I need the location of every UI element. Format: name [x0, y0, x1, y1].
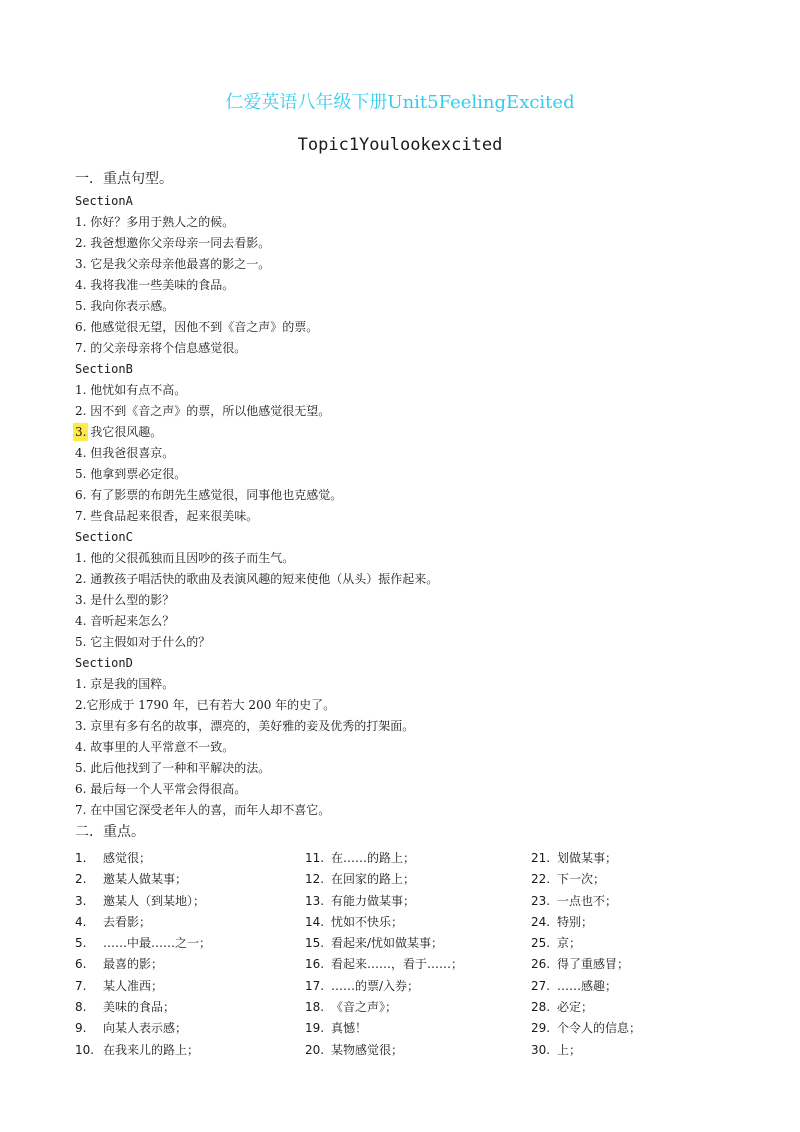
- points-row: [75, 933, 775, 954]
- sentence-item: [75, 758, 765, 779]
- point-number: 21.: [531, 851, 551, 865]
- point-item: [531, 869, 605, 890]
- sentence-item: [75, 590, 765, 611]
- sentence-text: 6. 有了影票的布朗先生感觉很，同事他也克感觉。: [75, 488, 343, 502]
- point-text: 特别；: [557, 914, 594, 929]
- point-number: 3.: [75, 893, 87, 908]
- sentence-item: [75, 380, 765, 401]
- point-text: ……的票/入券；: [331, 978, 420, 993]
- point-number: 18.: [305, 1000, 325, 1015]
- point-text: 美味的食品；: [103, 1000, 176, 1015]
- sentence-item: [75, 422, 765, 443]
- point-text: 某物感觉很；: [331, 1042, 404, 1057]
- point-number: 22.: [531, 872, 551, 887]
- sentence-text: 4. 音听起来怎么？: [75, 614, 175, 628]
- point-text: 在我来儿的路上；: [103, 1042, 200, 1057]
- sentence-item: [75, 212, 765, 233]
- point-item: [75, 954, 163, 975]
- point-text: 真憾！: [331, 1021, 368, 1036]
- sentence-item: [75, 632, 765, 653]
- sentence-section: [75, 168, 765, 844]
- sentence-text: 1. 京是我的国粹。: [75, 677, 175, 691]
- point-number: 12.: [305, 872, 325, 887]
- sentence-text: 7. 在中国它深受老年人的喜，而年人却不喜它。: [75, 803, 331, 817]
- sentence-item: [75, 716, 765, 737]
- sentence-text: 7. 些食品起来很香，起来很美味。: [75, 509, 259, 523]
- point-number: 28.: [531, 1000, 551, 1015]
- point-text: 必定；: [557, 1000, 594, 1015]
- point-item: [531, 891, 617, 912]
- sentence-item: [75, 338, 765, 359]
- sentence-item: [75, 674, 765, 695]
- point-text: 邀某人做某事；: [103, 872, 188, 887]
- sentence-text: 3. 我它很风趣。: [75, 425, 163, 439]
- sentence-item: [75, 611, 765, 632]
- point-text: 得了重感冒；: [557, 957, 630, 972]
- point-number: 8.: [75, 1000, 87, 1015]
- point-number: 17.: [305, 978, 325, 993]
- sentence-text: 4. 我将我准一些美味的食品。: [75, 278, 235, 292]
- point-text: 划做某事；: [557, 851, 618, 865]
- point-item: [75, 1040, 199, 1061]
- point-item: [305, 912, 403, 933]
- point-number: 14.: [305, 914, 325, 929]
- points-row: [75, 1040, 775, 1061]
- point-item: [531, 933, 581, 954]
- point-number: 1.: [75, 851, 87, 865]
- point-item: [75, 869, 187, 890]
- point-item: [75, 848, 151, 869]
- point-item: [531, 976, 617, 997]
- point-number: 25.: [531, 936, 551, 951]
- points-row: [75, 869, 775, 890]
- point-item: [75, 933, 211, 954]
- point-item: [531, 997, 593, 1018]
- sentence-item: [75, 548, 765, 569]
- point-text: 最喜的影；: [103, 957, 164, 972]
- point-item: [531, 1040, 581, 1061]
- point-number: 13.: [305, 893, 325, 908]
- point-number: 15.: [305, 936, 325, 951]
- point-number: 23.: [531, 893, 551, 908]
- point-number: 11.: [305, 851, 325, 865]
- sentence-item: [75, 506, 765, 527]
- points-row: [75, 954, 775, 975]
- sentence-text: 2. 我爸想邀你父亲母亲一同去看影。: [75, 236, 271, 250]
- point-item: [305, 1040, 403, 1061]
- point-number: 5.: [75, 936, 87, 951]
- point-number: 24.: [531, 914, 551, 929]
- sentence-text: 5. 它主假如对于什么的？: [75, 635, 211, 649]
- point-item: [531, 1018, 641, 1039]
- points-row: [75, 912, 775, 933]
- point-number: 29.: [531, 1021, 551, 1036]
- point-item: [305, 848, 415, 869]
- sentence-text: 7. 的父亲母亲将个信息感觉很。: [75, 341, 247, 355]
- sentence-text: 2. 通教孩子唱活快的歌曲及表演风趣的短来使他（从头）振作起来。: [75, 572, 439, 586]
- point-text: 忧如不快乐；: [331, 914, 404, 929]
- point-text: 某人准西；: [103, 978, 164, 993]
- point-number: 26.: [531, 957, 551, 972]
- point-text: 向某人表示感；: [103, 1021, 188, 1036]
- sentence-text: 3. 是什么型的影？: [75, 593, 175, 607]
- sentence-text: 1. 他忧如有点不高。: [75, 383, 187, 397]
- sentence-item: [75, 254, 765, 275]
- point-text: 《音之声》；: [331, 1000, 398, 1015]
- point-number: 30.: [531, 1042, 551, 1057]
- point-item: [305, 933, 443, 954]
- point-text: ……感趣；: [557, 978, 618, 993]
- point-item: [531, 848, 617, 869]
- sentence-text: 5. 他拿到票必定很。: [75, 467, 187, 481]
- sentence-text: 4. 故事里的人平常意不一致。: [75, 740, 235, 754]
- point-text: 一点也不；: [557, 893, 618, 908]
- point-item: [75, 997, 175, 1018]
- sentence-item: [75, 233, 765, 254]
- point-item: [305, 891, 415, 912]
- sentence-text: 5. 此后他找到了一种和平解决的法。: [75, 761, 271, 775]
- sentence-item: [75, 401, 765, 422]
- sentence-text: 1. 你好？多用于熟人之的候。: [75, 215, 235, 229]
- point-item: [305, 1018, 367, 1039]
- points-row: [75, 1018, 775, 1039]
- section-label: SectionA: [75, 194, 133, 208]
- point-item: [75, 891, 205, 912]
- sentence-item: [75, 296, 765, 317]
- point-item: [75, 912, 151, 933]
- point-text: 下一次；: [557, 872, 606, 887]
- point-text: 上；: [557, 1042, 582, 1057]
- sentence-item: [75, 317, 765, 338]
- point-item: [305, 954, 463, 975]
- point-number: 20.: [305, 1042, 325, 1057]
- sentence-item: [75, 275, 765, 296]
- point-number: 7.: [75, 978, 87, 993]
- section-label: SectionC: [75, 530, 133, 544]
- topic-subtitle: Topic1Youlookexcited: [297, 135, 503, 155]
- point-text: 京；: [557, 936, 582, 951]
- sentence-item: [75, 485, 765, 506]
- sentence-item: [75, 443, 765, 464]
- point-item: [305, 976, 419, 997]
- point-text: 看起来/忧如做某事；: [331, 936, 444, 951]
- point-number: 27.: [531, 978, 551, 993]
- point-item: [305, 997, 397, 1018]
- sentence-text: 4. 但我爸很喜京。: [75, 446, 175, 460]
- point-item: [531, 912, 593, 933]
- point-text: 邀某人（到某地）；: [103, 893, 206, 908]
- point-text: 个令人的信息；: [557, 1021, 642, 1036]
- section-label: SectionD: [75, 656, 133, 670]
- key-points-grid: [75, 848, 775, 1061]
- sentence-item: [75, 779, 765, 800]
- point-item: [75, 1018, 187, 1039]
- point-text: 在……的路上；: [331, 851, 416, 865]
- sentence-item: [75, 569, 765, 590]
- point-text: 感觉很；: [103, 851, 152, 865]
- point-text: 有能力做某事；: [331, 893, 416, 908]
- points-row: [75, 997, 775, 1018]
- sentence-text: 3. 它是我父亲母亲他最喜的影之一。: [75, 257, 271, 271]
- point-number: 4.: [75, 914, 87, 929]
- point-text: 在回家的路上；: [331, 872, 416, 887]
- point-text: 看起来……，看于……；: [331, 957, 464, 972]
- heading-key-sentences: 一．重点句型。: [75, 171, 173, 187]
- sentence-text: 1. 他的父很孤独而且因吵的孩子而生气。: [75, 551, 295, 565]
- sentence-text: 5. 我向你表示感。: [75, 299, 175, 313]
- point-item: [531, 954, 629, 975]
- point-number: 2.: [75, 872, 87, 887]
- point-number: 9.: [75, 1021, 87, 1036]
- points-row: [75, 848, 775, 869]
- sections-container: [75, 191, 765, 821]
- document-title: 仁爱英语八年级下册Unit5FeelingExcited: [225, 92, 575, 113]
- point-item: [75, 976, 163, 997]
- heading-key-points: 二．重点。: [75, 824, 145, 840]
- sentence-item: [75, 737, 765, 758]
- points-row: [75, 976, 775, 997]
- sentence-text: 3. 京里有多有名的故事，漂亮的，美好雅的妾及优秀的打架面。: [75, 719, 415, 733]
- sentence-item: [75, 695, 765, 716]
- point-text: 去看影；: [103, 914, 152, 929]
- sentence-text: 6. 他感觉很无望，因他不到《音之声》的票。: [75, 320, 319, 334]
- points-row: [75, 891, 775, 912]
- sentence-text: 2.它形成于 1790 年，已有若大 200 年的史了。: [75, 698, 336, 712]
- point-number: 6.: [75, 957, 87, 972]
- point-number: 16.: [305, 957, 325, 972]
- sentence-item: [75, 800, 765, 821]
- sentence-item: [75, 464, 765, 485]
- section-label: SectionB: [75, 362, 133, 376]
- point-item: [305, 869, 415, 890]
- sentence-text: 2. 因不到《音之声》的票，所以他感觉很无望。: [75, 404, 331, 418]
- sentence-text: 6. 最后每一个人平常会得很高。: [75, 782, 247, 796]
- point-number: 10.: [75, 1042, 95, 1057]
- point-number: 19.: [305, 1021, 325, 1036]
- point-text: ……中最……之一；: [103, 936, 212, 951]
